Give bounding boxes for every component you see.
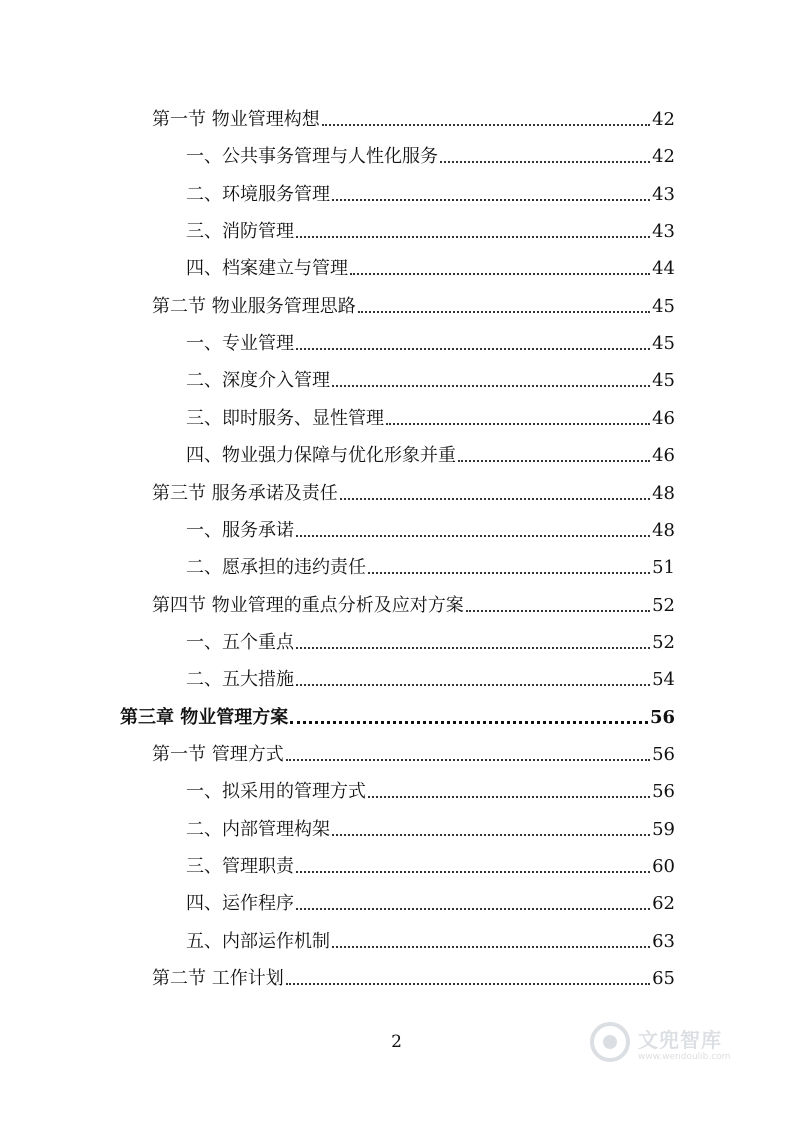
page-number: 2	[391, 1032, 402, 1052]
toc-entry-page: 56	[649, 706, 675, 728]
toc-section-row[interactable]	[152, 742, 675, 766]
dot-leader	[296, 236, 650, 238]
dot-leader	[358, 311, 650, 313]
toc-entry-page: 42	[652, 109, 675, 130]
toc-section-row[interactable]	[152, 294, 675, 318]
dot-leader	[368, 572, 650, 574]
toc-item-row[interactable]	[186, 182, 675, 206]
toc-entry-page: 52	[652, 594, 675, 616]
toc-entry-title: 三、管理职责	[186, 856, 294, 877]
toc-item-row[interactable]	[186, 256, 675, 280]
toc-entry-page: 48	[652, 519, 675, 541]
dot-leader	[296, 871, 650, 873]
toc-item-row[interactable]	[186, 406, 675, 430]
toc-entry-page: 45	[652, 295, 675, 317]
toc-entry-page: 45	[652, 333, 675, 355]
toc-entry-title: 二、愿承担的违约责任	[186, 557, 366, 579]
toc-entry-page: 46	[652, 445, 675, 467]
toc-entry-title: 一、拟采用的管理方式	[186, 781, 366, 803]
toc-entry-page: 63	[652, 930, 675, 952]
toc-section-row[interactable]	[152, 966, 675, 990]
dot-leader	[296, 535, 650, 537]
toc-entry-title: 二、环境服务管理	[186, 183, 330, 205]
toc-entry-title: 一、公共事务管理与人性化服务	[186, 146, 438, 168]
toc-entry-page: 65	[652, 968, 675, 990]
toc-section-row[interactable]	[152, 593, 675, 617]
dot-leader	[332, 385, 650, 387]
toc-entry-page: 42	[652, 146, 675, 168]
toc-item-row[interactable]	[186, 331, 675, 355]
dot-leader	[332, 834, 650, 836]
dot-leader	[332, 199, 650, 201]
toc-item-row[interactable]	[186, 144, 675, 168]
dot-leader	[296, 908, 650, 910]
toc-item-row[interactable]	[186, 518, 675, 542]
toc-entry-title: 三、消防管理	[186, 221, 294, 243]
dot-leader	[340, 498, 650, 500]
toc-item-row[interactable]	[186, 854, 675, 878]
toc-entry-title: 第三节 服务承诺及责任	[152, 482, 338, 504]
toc-item-row[interactable]	[186, 929, 675, 953]
toc-entry-page: 48	[652, 482, 675, 504]
dot-leader	[350, 273, 650, 275]
toc-entry-title: 二、五大措施	[186, 669, 294, 691]
dot-leader	[286, 759, 650, 761]
toc-entry-page: 56	[652, 781, 675, 803]
toc-entry-page: 44	[652, 258, 675, 280]
dot-leader	[386, 423, 650, 425]
toc-item-row[interactable]	[186, 667, 675, 691]
toc-entry-page: 56	[652, 743, 675, 765]
dot-leader	[286, 983, 650, 985]
dot-leader	[322, 124, 650, 126]
toc-entry-title: 一、五个重点	[186, 631, 294, 653]
watermark-url: www.wendoulib.com	[638, 1052, 731, 1062]
dot-leader	[296, 348, 650, 350]
toc-section-row[interactable]	[152, 481, 675, 505]
toc-entry-title: 四、运作程序	[186, 893, 294, 915]
toc-entry-title: 第一节 物业管理构想	[152, 109, 320, 130]
toc-entry-page: 45	[652, 370, 675, 392]
toc-entry-title: 第一节 管理方式	[152, 743, 284, 765]
toc-entry-title: 第二节 工作计划	[152, 968, 284, 990]
dot-leader	[332, 946, 650, 948]
toc-entry-title: 一、服务承诺	[186, 519, 294, 541]
toc-item-row[interactable]	[186, 630, 675, 654]
watermark-icon	[588, 1018, 632, 1068]
dot-leader	[368, 796, 650, 798]
toc-entry-title: 五、内部运作机制	[186, 930, 330, 952]
dot-leader	[290, 721, 648, 724]
toc-entry-title: 第二节 物业服务管理思路	[152, 295, 356, 317]
watermark-logo	[588, 1018, 758, 1078]
toc-entry-page: 54	[652, 669, 675, 691]
toc-entry-title: 二、深度介入管理	[186, 370, 330, 392]
toc-item-row[interactable]	[186, 817, 675, 841]
dot-leader	[458, 460, 650, 462]
toc-entry-page: 62	[652, 893, 675, 915]
toc-entry-title: 一、专业管理	[186, 333, 294, 355]
toc-entry-title: 二、内部管理构架	[186, 818, 330, 840]
toc-entry-title: 第四节 物业管理的重点分析及应对方案	[152, 594, 464, 616]
toc-entry-title: 四、档案建立与管理	[186, 258, 348, 280]
toc-entry-title: 第三章 物业管理方案	[120, 706, 289, 728]
dot-leader	[466, 610, 650, 612]
toc-item-row[interactable]	[186, 779, 675, 803]
dot-leader	[296, 684, 650, 686]
toc-entry-page: 43	[652, 183, 675, 205]
watermark-text: 文兜智库	[638, 1028, 722, 1052]
toc-entry-page: 43	[652, 221, 675, 243]
toc-item-row[interactable]	[186, 219, 675, 243]
dot-leader	[440, 161, 650, 163]
toc-entry-page: 52	[652, 631, 675, 653]
toc-entry-page: 46	[652, 407, 675, 429]
toc-entry-title: 四、物业强力保障与优化形象并重	[186, 445, 456, 467]
toc-chapter-row[interactable]	[120, 705, 675, 729]
toc-entry-title: 三、即时服务、显性管理	[186, 407, 384, 429]
dot-leader	[296, 647, 650, 649]
toc-entry-page: 59	[652, 818, 675, 840]
toc-item-row[interactable]	[186, 368, 675, 392]
toc-entry-page: 51	[652, 557, 675, 579]
toc-item-row[interactable]	[186, 443, 675, 467]
toc-entry-page: 60	[652, 856, 675, 877]
toc-section-row[interactable]	[152, 107, 675, 131]
toc-item-row[interactable]	[186, 891, 675, 915]
toc-item-row[interactable]	[186, 555, 675, 579]
